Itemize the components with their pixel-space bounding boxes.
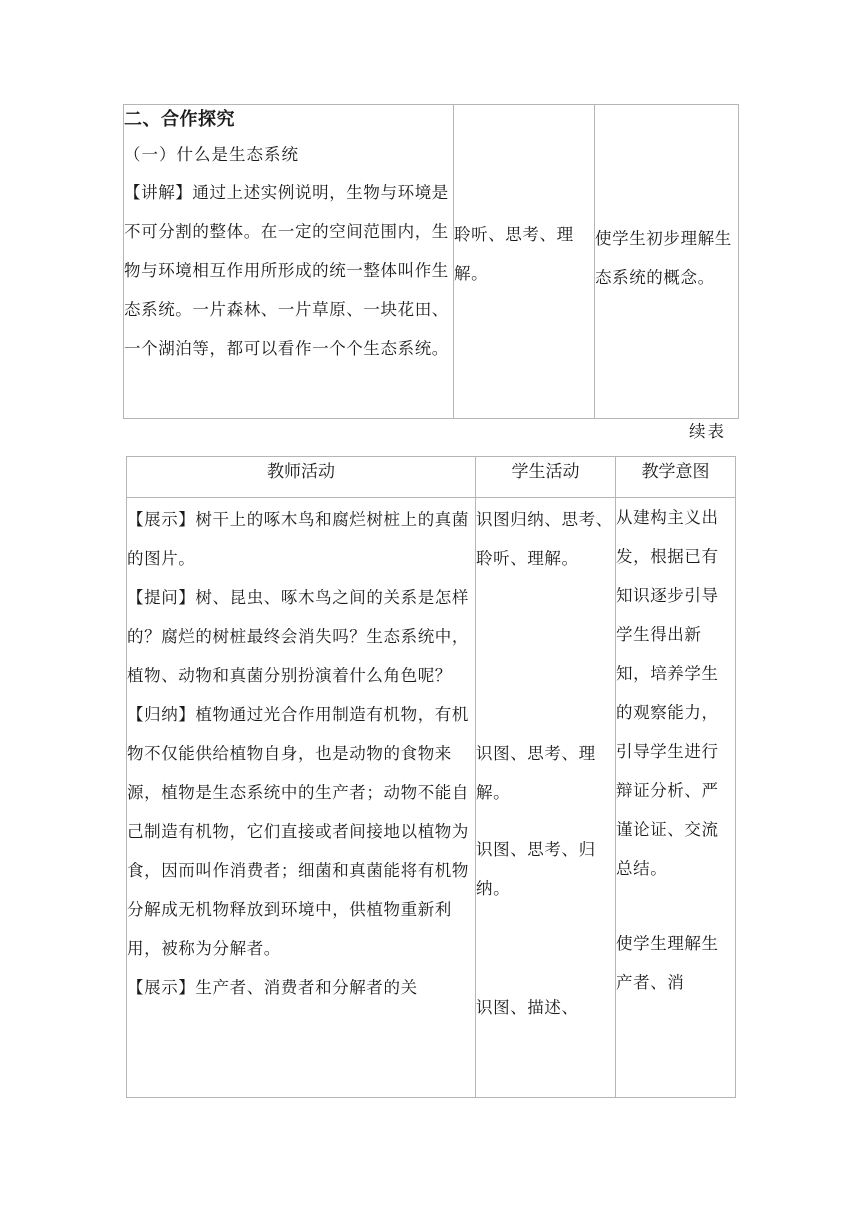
teacher-explanation-text: 【讲解】通过上述实例说明，生物与环境是不可分割的整体。在一定的空间范围内，生物与环境相互作用所形成的统一整体叫作生态系统。一片森林、一片草原、一块花田、一个湖泊等，都可以看作一个个生态系统。 <box>124 183 449 358</box>
student-activity-4: 识图、描述、 <box>476 998 579 1017</box>
lesson-table-part2 <box>126 456 736 1098</box>
header-teaching-intent: 教学意图 <box>616 457 736 498</box>
student-activity-text: 聆听、思考、理解。 <box>454 224 574 283</box>
teacher-show-text: 【展示】树干上的啄木鸟和腐烂树桩上的真菌的图片。 <box>127 510 469 568</box>
student-activity-cell <box>454 105 595 419</box>
student-activity-1: 识图归纳、思考、聆听、理解。 <box>476 510 613 568</box>
teaching-intent-text: 使学生初步理解生态系统的概念。 <box>595 228 732 287</box>
teacher-summary-text: 【归纳】植物通过光合作用制造有机物，有机物不仅能供给植物自身，也是动物的食物来源，植物是生态系统中的生产者；动物不能自己制造有机物，它们直接或者间接地以植物为食，因而叫作消费者；细菌和真菌能将有机物分解成无机物释放到环境中，供植物重新利用，被称为分解者。 <box>127 705 469 958</box>
teacher-activity-cell <box>127 498 476 1098</box>
teacher-show2-text: 【展示】生产者、消费者和分解者的关 <box>127 978 418 997</box>
student-activity-2: 识图、思考、理解。 <box>476 744 596 802</box>
header-teacher-activity: 教师活动 <box>127 457 476 498</box>
teaching-intent-cell <box>595 105 739 419</box>
continued-label: 续表 <box>689 422 726 441</box>
subsection-heading: （一）什么是生态系统 <box>124 145 299 164</box>
header-student-activity: 学生活动 <box>476 457 616 498</box>
teaching-intent-1: 从建构主义出发，根据已有知识逐步引导学生得出新知，培养学生的观察能力，引导学生进行辩证分析、严谨论证、交流总结。 <box>616 508 719 878</box>
student-activity-cell <box>476 498 616 1098</box>
teacher-activity-cell <box>124 105 454 419</box>
section-heading: 二、合作探究 <box>124 109 235 130</box>
teaching-intent-2: 使学生理解生产者、消 <box>616 934 719 992</box>
teacher-question-text: 【提问】树、昆虫、啄木鸟之间的关系是怎样的？腐烂的树桩最终会消失吗？生态系统中，植物、动物和真菌分别扮演着什么角色呢？ <box>127 588 469 685</box>
student-activity-3: 识图、思考、归纳。 <box>476 840 596 898</box>
lesson-table-part1 <box>123 104 739 419</box>
teaching-intent-cell <box>616 498 736 1098</box>
